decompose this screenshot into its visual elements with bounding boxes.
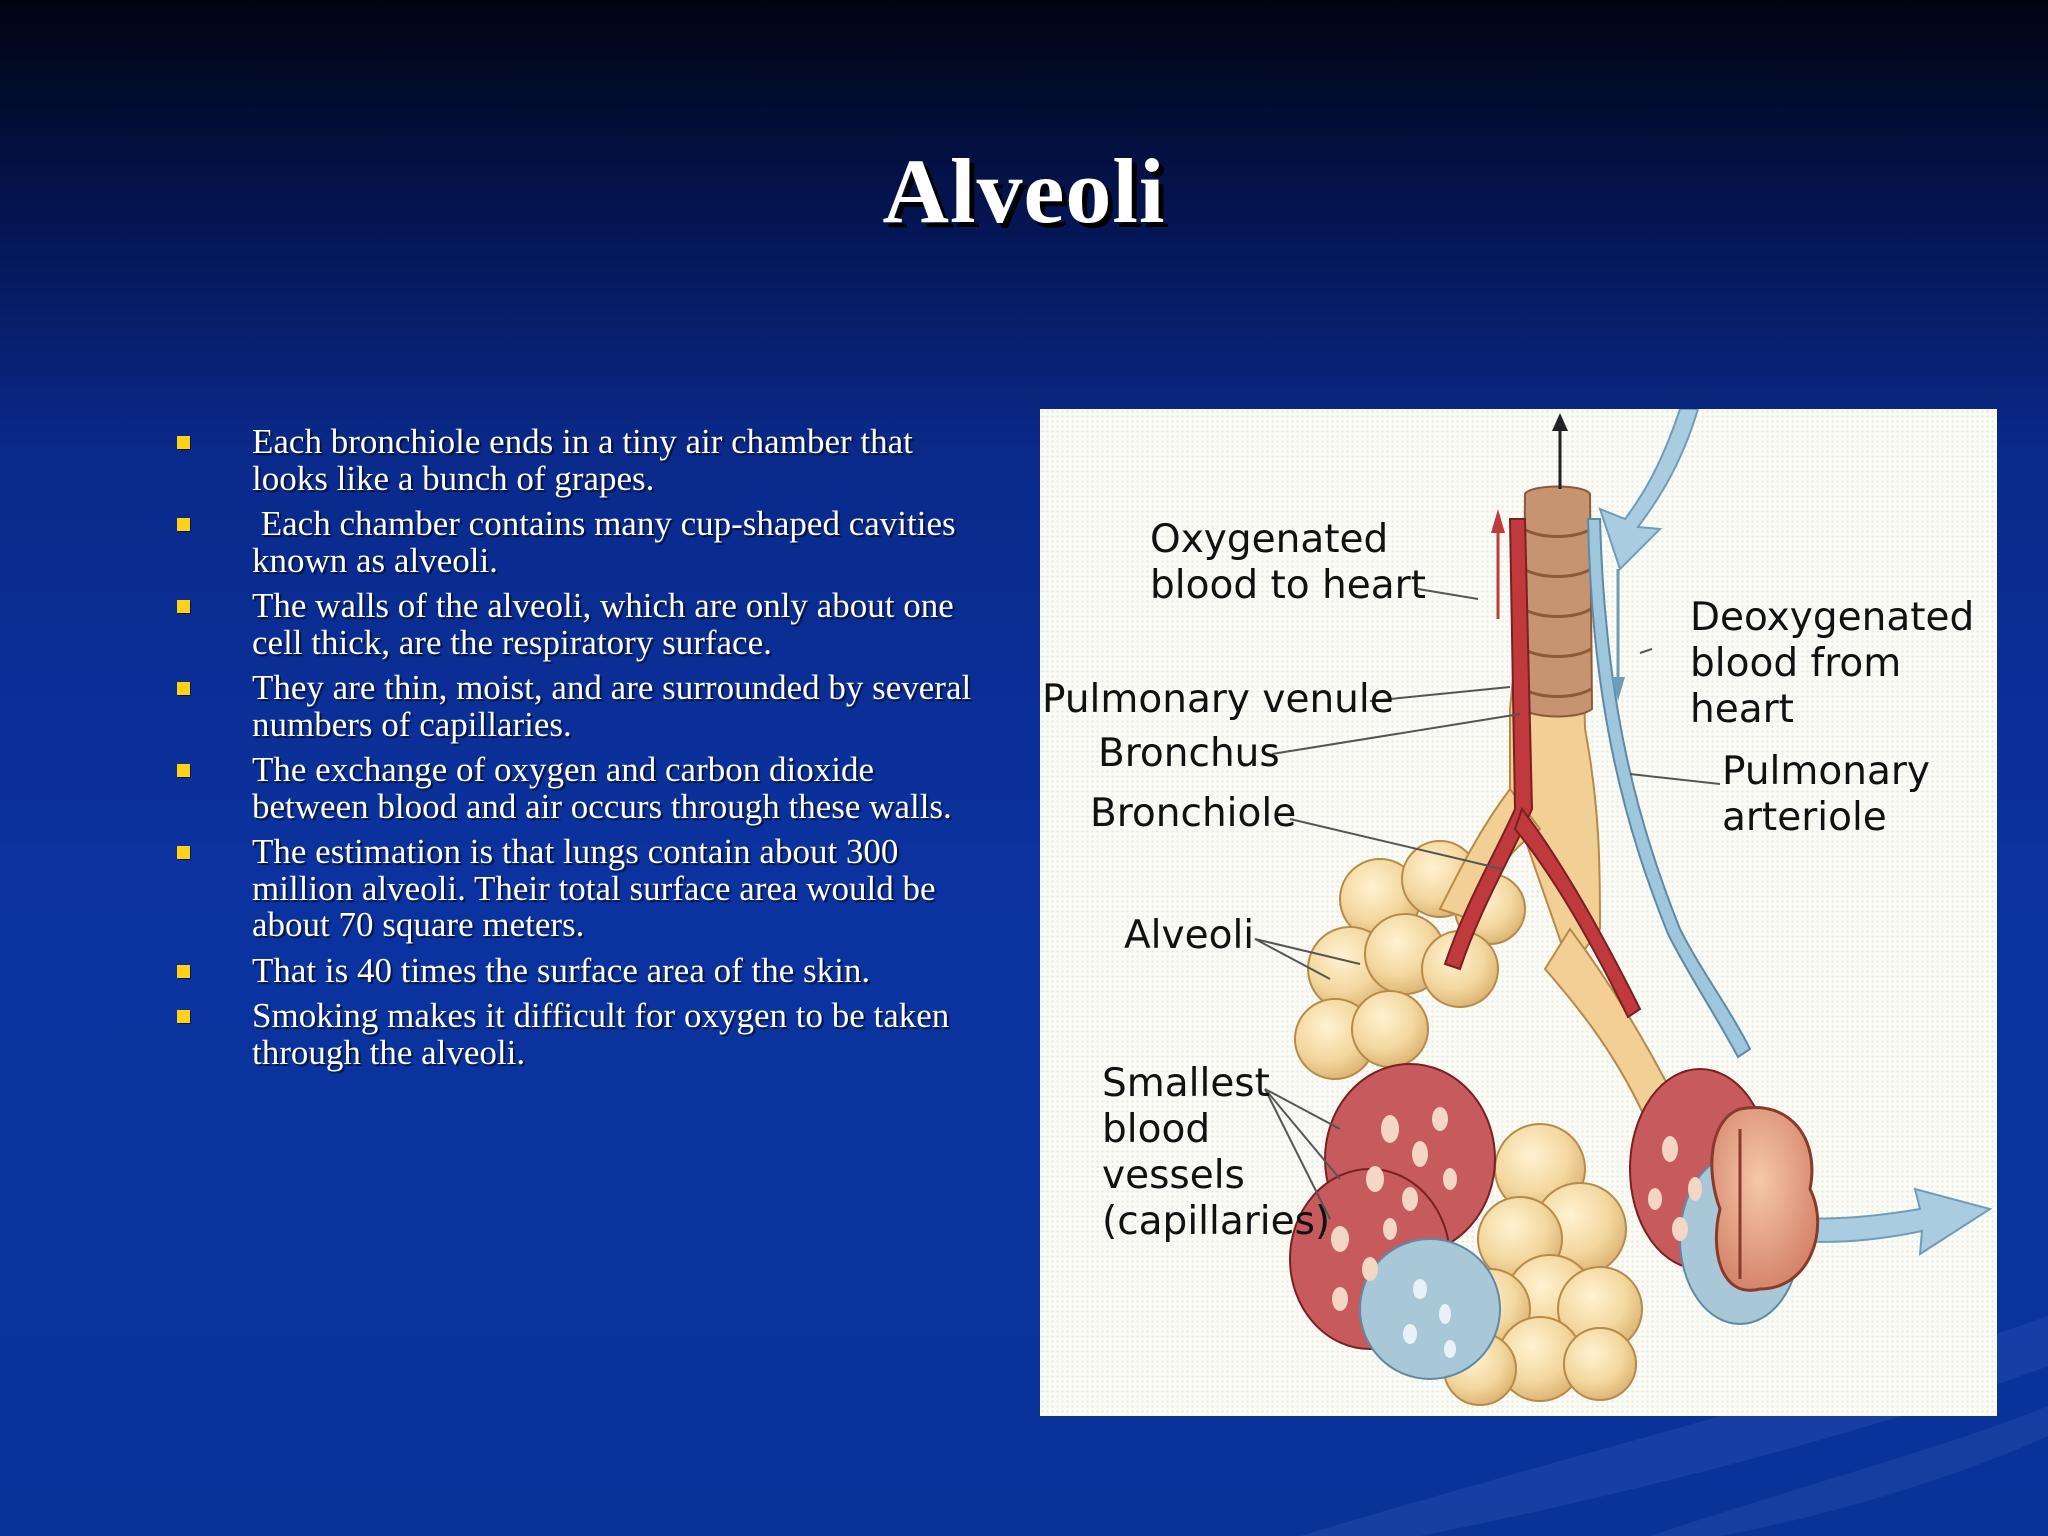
bullet-text: Each chamber contains many cup-shaped cavities known as alveoli. xyxy=(252,504,965,580)
label-capillaries: Smallest blood vessels (capillaries) xyxy=(1102,1061,1331,1244)
label-bronchiole: Bronchiole xyxy=(1090,791,1297,836)
bullet-text: They are thin, moist, and are surrounded by several numbers of capillaries. xyxy=(252,668,972,744)
bullet-square-icon xyxy=(177,518,190,531)
bullet-item xyxy=(170,588,990,661)
bullet-text: The estimation is that lungs contain about 300 million alveoli. Their total surface area would be about 70 square meters. xyxy=(252,832,936,944)
bullet-text: The walls of the alveoli, which are only about one cell thick, are the respiratory surface. xyxy=(252,586,954,662)
bullet-text: That is 40 times the surface area of the skin. xyxy=(252,950,871,990)
label-pulmonary-venule: Pulmonary venule xyxy=(1042,677,1394,722)
bullet-square-icon xyxy=(177,436,190,449)
bullet-item xyxy=(170,424,990,497)
label-deoxygenated-blood: Deoxygenated blood from heart xyxy=(1690,595,1975,732)
bullet-item xyxy=(170,834,990,944)
bullet-square-icon xyxy=(177,965,190,978)
bullet-square-icon xyxy=(177,682,190,695)
label-oxygenated-blood: Oxygenated blood to heart xyxy=(1150,517,1426,608)
bullet-item xyxy=(170,752,990,825)
bullet-square-icon xyxy=(177,764,190,777)
bullet-item xyxy=(170,670,990,743)
label-bronchus: Bronchus xyxy=(1098,731,1280,776)
slide-title: Alveoli xyxy=(882,140,1166,242)
label-alveoli: Alveoli xyxy=(1124,913,1255,958)
bullet-text: Each bronchiole ends in a tiny air chamber that looks like a bunch of grapes. xyxy=(252,422,913,498)
bullet-square-icon xyxy=(177,600,190,613)
bullet-list xyxy=(170,424,990,1080)
bullet-text: Smoking makes it difficult for oxygen to be taken through the alveoli. xyxy=(252,996,950,1072)
bullet-text: The exchange of oxygen and carbon dioxide between blood and air occurs through these walls. xyxy=(252,750,952,826)
bullet-item xyxy=(170,998,990,1071)
bullet-item xyxy=(170,506,990,579)
bullet-square-icon xyxy=(177,1010,190,1023)
label-pulmonary-arteriole: Pulmonary arteriole xyxy=(1722,749,1930,840)
alveoli-diagram xyxy=(1040,409,1997,1416)
bullet-item xyxy=(170,950,990,990)
bullet-square-icon xyxy=(177,846,190,859)
